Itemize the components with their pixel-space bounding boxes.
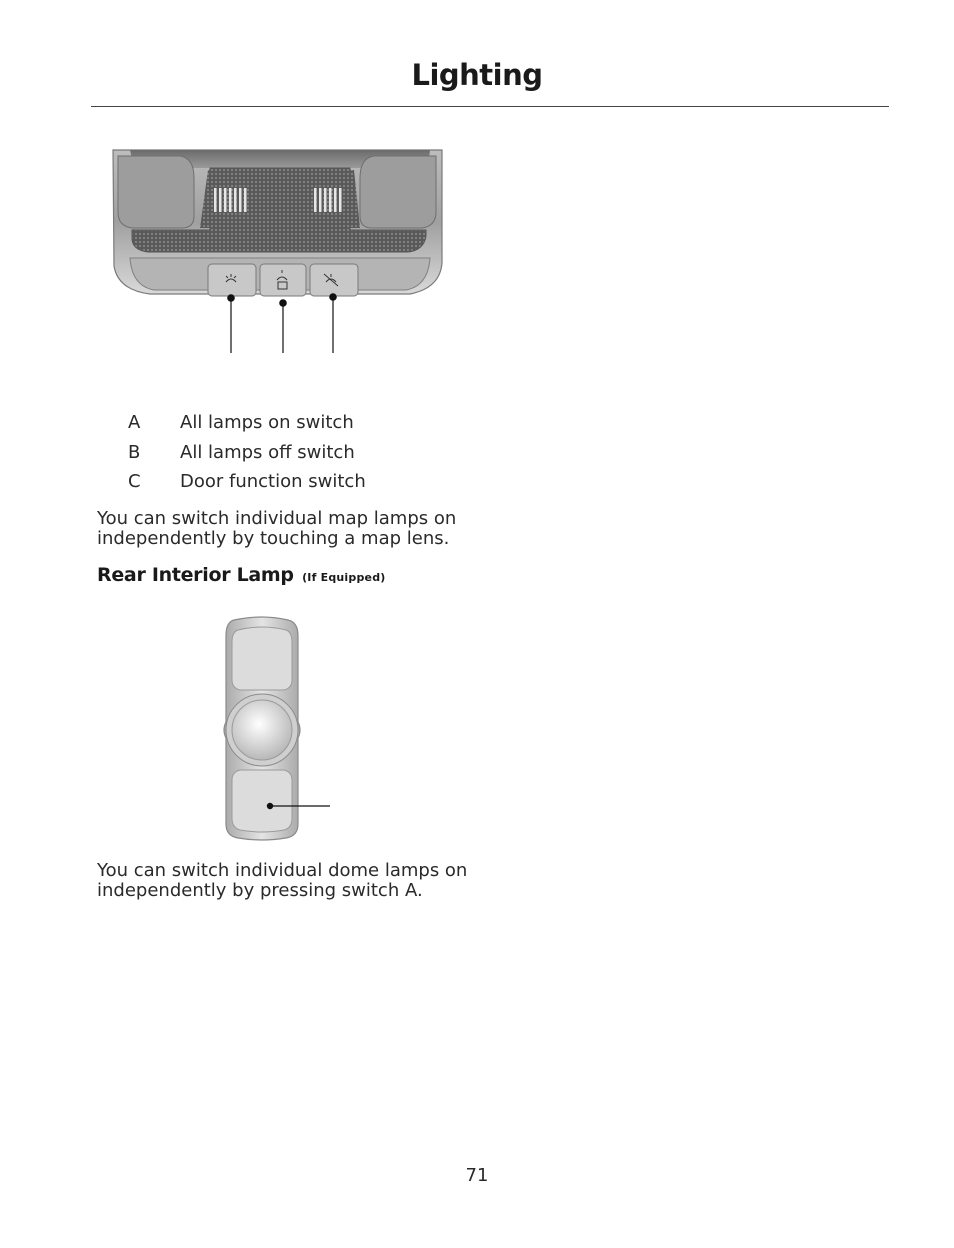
- page-number: 71: [465, 1165, 489, 1186]
- legend-label: All lamps on switch: [180, 412, 354, 433]
- legend-item: [128, 408, 366, 438]
- legend-key: B: [128, 441, 141, 463]
- callout-legend: [128, 408, 366, 497]
- legend-key: A: [128, 412, 141, 433]
- overhead-console-illustration: [110, 148, 450, 358]
- legend-key: C: [128, 471, 141, 492]
- section-title: Rear Interior Lamp: [97, 564, 294, 586]
- map-lamps-paragraph: You can switch individual map lamps on independently by touching a map lens.: [97, 508, 457, 549]
- dome-lamps-paragraph: You can switch individual dome lamps on independently by pressing switch A.: [97, 860, 468, 901]
- title-divider: [91, 106, 889, 107]
- section-heading: [97, 564, 386, 586]
- legend-label: Door function switch: [180, 471, 366, 492]
- rear-interior-lamp-illustration: [212, 612, 338, 844]
- legend-item: [128, 467, 366, 497]
- legend-item: [128, 438, 366, 468]
- legend-label: All lamps off switch: [180, 441, 355, 463]
- section-qualifier: (If Equipped): [302, 571, 386, 584]
- page-title: Lighting: [411, 58, 543, 92]
